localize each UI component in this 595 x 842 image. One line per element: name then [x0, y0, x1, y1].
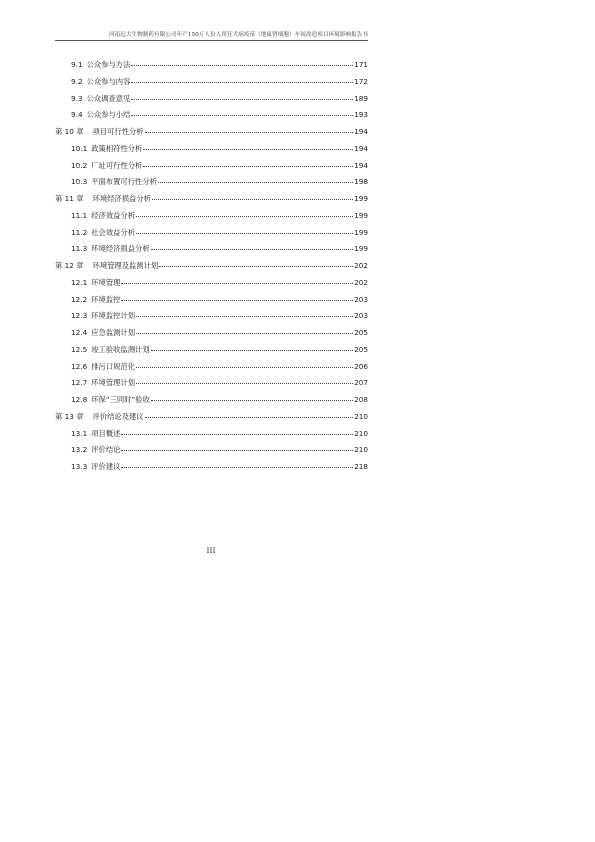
toc-section-entry[interactable] — [55, 161, 368, 178]
toc-dot-leader — [151, 249, 353, 250]
page-number: III — [206, 546, 216, 555]
toc-entry-page: 198 — [354, 177, 368, 187]
toc-entry-number: 12.4 — [71, 328, 88, 337]
toc-entry-number: 12.5 — [71, 344, 88, 354]
toc-section-entry[interactable] — [55, 211, 368, 228]
toc-dot-leader — [145, 417, 353, 418]
toc-entry-title: 环境经济损益分析 — [91, 244, 150, 254]
toc-entry-number: 12.8 — [71, 395, 88, 404]
toc-entry-page: 194 — [354, 143, 368, 153]
toc-entry-title: 排污口规范化 — [91, 361, 136, 371]
toc-dot-leader — [131, 65, 353, 66]
toc-section-entry[interactable] — [55, 144, 368, 161]
toc-entry-number: 12.7 — [71, 378, 88, 388]
table-of-contents — [55, 60, 368, 479]
toc-entry-number: 第 12 章 — [55, 261, 84, 270]
toc-section-entry[interactable] — [55, 295, 368, 312]
toc-dot-leader — [136, 233, 353, 234]
toc-dot-leader — [121, 450, 353, 451]
toc-entry-number: 11.3 — [71, 244, 88, 254]
toc-entry-title: 环境监控 — [91, 294, 121, 304]
toc-dot-leader — [131, 115, 353, 116]
toc-section-entry[interactable] — [55, 244, 368, 261]
toc-section-entry[interactable] — [55, 110, 368, 127]
toc-chapter-entry[interactable] — [55, 127, 368, 144]
toc-entry-page: 172 — [354, 76, 368, 86]
toc-dot-leader — [151, 400, 353, 401]
toc-entry-page: 189 — [354, 93, 368, 103]
toc-entry-title: 环境管理计划 — [91, 378, 136, 388]
toc-dot-leader — [136, 216, 353, 217]
toc-entry-title: 公众参与方法 — [86, 60, 131, 69]
toc-entry-number: 10.3 — [71, 177, 88, 187]
toc-dot-leader — [121, 434, 353, 435]
toc-dot-leader — [121, 283, 353, 284]
toc-entry-number: 12.2 — [71, 294, 88, 304]
toc-entry-page: 208 — [354, 395, 368, 404]
toc-section-entry[interactable] — [55, 278, 368, 295]
toc-entry-number: 9.3 — [71, 93, 83, 103]
toc-dot-leader — [143, 166, 353, 167]
toc-entry-title: 环保“三同时”验收 — [91, 395, 150, 404]
toc-chapter-entry[interactable] — [55, 412, 368, 429]
toc-entry-number: 13.3 — [71, 462, 88, 471]
toc-entry-number: 10.1 — [71, 143, 88, 153]
toc-dot-leader — [131, 82, 353, 83]
toc-section-entry[interactable] — [55, 328, 368, 345]
toc-dot-leader — [136, 316, 353, 317]
toc-entry-number: 第 13 章 — [55, 411, 84, 421]
toc-entry-page: 199 — [354, 194, 368, 203]
toc-section-entry[interactable] — [55, 77, 368, 94]
toc-entry-title: 公众参与小结 — [86, 110, 131, 120]
toc-section-entry[interactable] — [55, 345, 368, 362]
toc-entry-title: 社会效益分析 — [91, 227, 136, 237]
toc-entry-page: 205 — [354, 344, 368, 354]
toc-entry-page: 205 — [354, 328, 368, 337]
toc-entry-title: 竣工验收监测计划 — [91, 344, 150, 354]
toc-entry-number: 11.2 — [71, 227, 88, 237]
toc-entry-page: 218 — [354, 462, 368, 471]
toc-dot-leader — [121, 300, 353, 301]
toc-dot-leader — [152, 199, 353, 200]
toc-entry-number: 12.1 — [71, 277, 88, 287]
toc-entry-title: 政策相符性分析 — [91, 143, 143, 153]
toc-entry-page: 206 — [354, 361, 368, 371]
toc-dot-leader — [136, 333, 353, 334]
header-rule — [55, 40, 368, 41]
toc-section-entry[interactable] — [55, 311, 368, 328]
toc-entry-number: 9.2 — [71, 76, 83, 86]
toc-entry-page: 203 — [354, 294, 368, 304]
toc-entry-page: 202 — [354, 277, 368, 287]
toc-dot-leader — [159, 266, 353, 267]
toc-entry-page: 203 — [354, 311, 368, 321]
toc-entry-number: 12.6 — [71, 361, 88, 371]
toc-entry-title: 评价建议 — [91, 462, 121, 471]
toc-entry-number: 12.3 — [71, 311, 88, 321]
toc-entry-number: 9.4 — [71, 110, 83, 120]
toc-entry-number: 13.2 — [71, 445, 88, 455]
toc-entry-page: 194 — [354, 160, 368, 170]
toc-dot-leader — [131, 99, 353, 100]
toc-entry-number: 10.2 — [71, 160, 88, 170]
running-header: 河南远大生物制药有限公司年产150万人份人用狂犬病疫苗（地鼠肾细胞）车间改造项目环境影响报告书 — [108, 32, 368, 38]
toc-entry-page: 199 — [354, 210, 368, 220]
toc-section-entry[interactable] — [55, 395, 368, 412]
toc-entry-page: 210 — [354, 445, 368, 455]
toc-entry-number: 9.1 — [71, 60, 83, 69]
toc-dot-leader — [143, 149, 353, 150]
toc-entry-title: 环境管理及监测计划 — [92, 261, 159, 270]
toc-dot-leader — [151, 350, 353, 351]
toc-entry-number: 第 11 章 — [55, 194, 84, 203]
toc-section-entry[interactable] — [55, 378, 368, 395]
toc-section-entry[interactable] — [55, 177, 368, 194]
toc-dot-leader — [136, 367, 353, 368]
toc-entry-page: 202 — [354, 261, 368, 270]
toc-section-entry[interactable] — [55, 94, 368, 111]
toc-entry-page: 210 — [354, 411, 368, 421]
toc-entry-title: 公众调查意见 — [86, 93, 131, 103]
toc-entry-page: 199 — [354, 244, 368, 254]
toc-dot-leader — [145, 132, 353, 133]
toc-entry-title: 评价结论 — [91, 445, 121, 455]
toc-entry-page: 210 — [354, 428, 368, 438]
toc-entry-page: 194 — [354, 127, 368, 136]
toc-dot-leader — [121, 467, 353, 468]
toc-entry-title: 环境管理 — [91, 277, 121, 287]
toc-entry-number: 第 10 章 — [55, 127, 84, 136]
toc-section-entry[interactable] — [55, 445, 368, 462]
toc-entry-number: 13.1 — [71, 428, 88, 438]
toc-entry-title: 经济效益分析 — [91, 210, 136, 220]
toc-entry-page: 193 — [354, 110, 368, 120]
toc-entry-title: 评价结论及建议 — [92, 411, 144, 421]
toc-entry-title: 项目可行性分析 — [92, 127, 144, 136]
toc-entry-page: 207 — [354, 378, 368, 388]
toc-chapter-entry[interactable] — [55, 261, 368, 278]
toc-entry-title: 公众参与内容 — [86, 76, 131, 86]
toc-section-entry[interactable] — [55, 429, 368, 446]
toc-dot-leader — [158, 182, 353, 183]
toc-section-entry[interactable] — [55, 60, 368, 77]
toc-section-entry[interactable] — [55, 462, 368, 479]
toc-entry-title: 平面布置可行性分析 — [91, 177, 157, 187]
toc-section-entry[interactable] — [55, 228, 368, 245]
toc-entry-title: 环境监控计划 — [91, 311, 136, 321]
toc-entry-title: 应急监测计划 — [91, 328, 136, 337]
toc-chapter-entry[interactable] — [55, 194, 368, 211]
toc-dot-leader — [136, 383, 353, 384]
toc-entry-number: 11.1 — [71, 210, 88, 220]
toc-entry-page: 199 — [354, 227, 368, 237]
toc-entry-title: 环境经济损益分析 — [92, 194, 151, 203]
toc-entry-title: 项目概述 — [91, 428, 121, 438]
toc-entry-title: 厂址可行性分析 — [91, 160, 143, 170]
toc-entry-page: 171 — [354, 60, 368, 69]
toc-section-entry[interactable] — [55, 362, 368, 379]
